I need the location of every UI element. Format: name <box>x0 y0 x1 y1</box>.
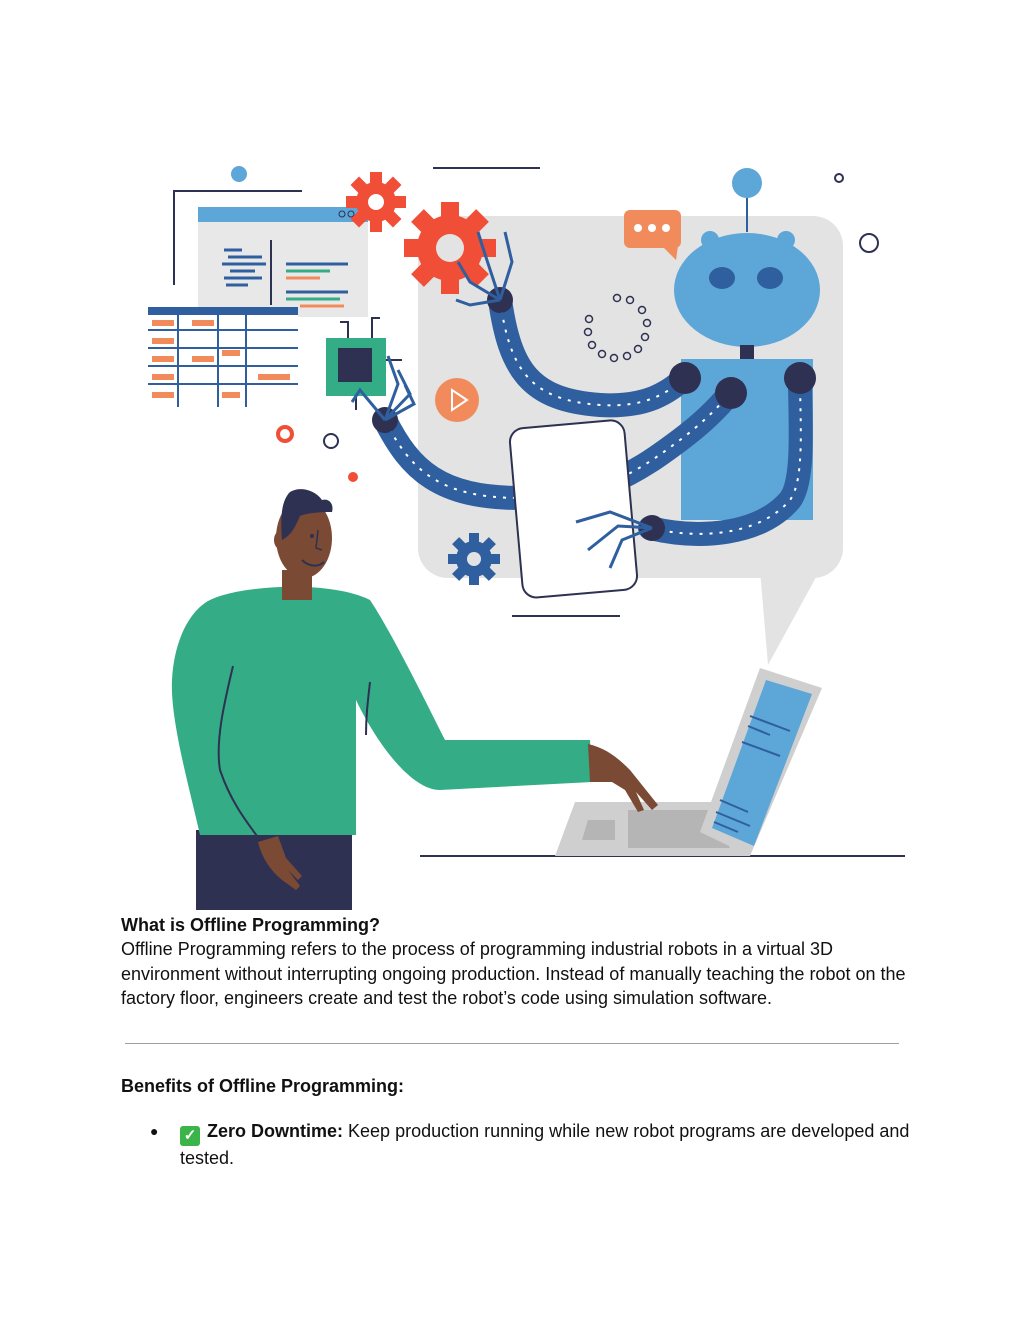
check-mark-icon: ✓ <box>180 1126 200 1146</box>
intro-paragraph: Offline Programming refers to the process of programming industrial robots in a virtual 3D environment without interrupting ongoing production. Instead of manually teaching the robot on the factory floor, engineers create and test the robot’s code using simulation software. <box>121 939 906 1008</box>
benefit-title: Zero Downtime: <box>207 1121 344 1141</box>
benefit-list-item <box>150 1119 910 1171</box>
horizontal-divider <box>125 1043 899 1044</box>
offline-programming-illustration <box>140 150 920 910</box>
benefits-heading: Benefits of Offline Programming: <box>121 1076 405 1096</box>
bullet-icon: ● <box>150 1123 159 1139</box>
benefit-text: Keep production running while new robot programs are developed and tested. <box>180 1121 910 1168</box>
play-icon <box>435 378 479 422</box>
section-heading: What is Offline Programming? <box>121 915 381 935</box>
code-window-icon <box>198 207 368 317</box>
tablet-icon <box>509 419 638 598</box>
spreadsheet-icon <box>148 307 298 407</box>
